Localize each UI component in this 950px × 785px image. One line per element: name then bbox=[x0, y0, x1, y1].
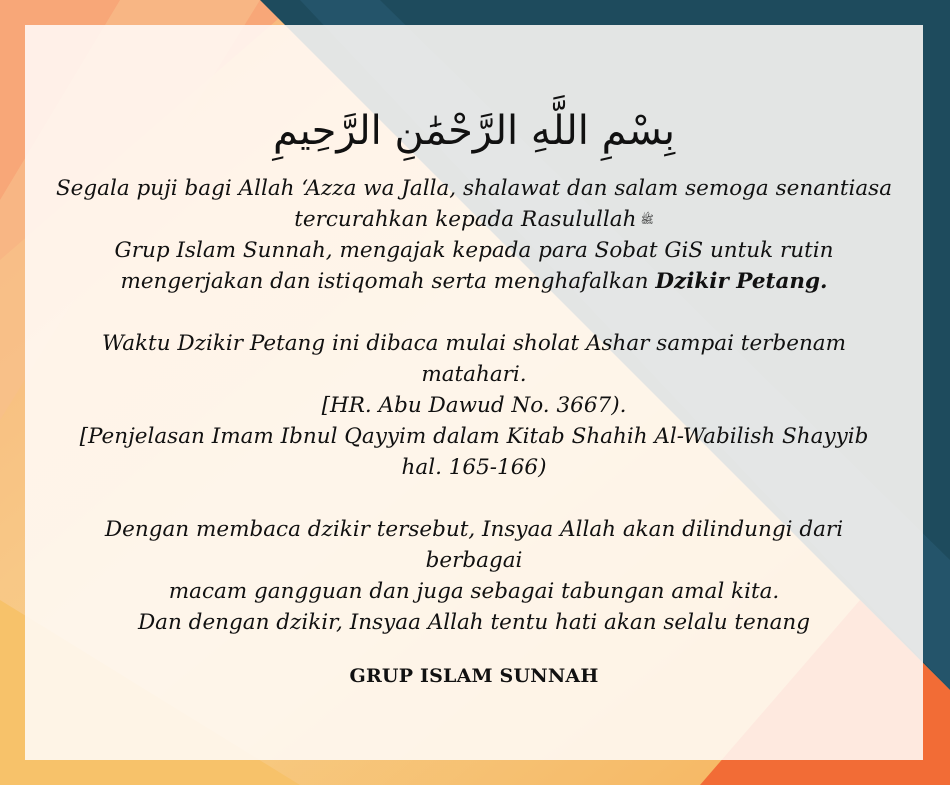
paragraph-intro bbox=[54, 173, 894, 297]
organization-name: GRUP ISLAM SUNNAH bbox=[349, 665, 599, 687]
intro-line-2-text: tercurahkan kepada Rasulullah bbox=[294, 207, 637, 232]
dzikir-petang-emphasis: Dzikir Petang. bbox=[655, 269, 828, 294]
content-body bbox=[25, 103, 923, 690]
paragraph-time bbox=[54, 328, 894, 483]
hadith-reference: [HR. Abu Dawud No. 3667). bbox=[321, 393, 627, 418]
intro-line-1: Segala puji bagi Allah ‘Azza wa Jalla, shalawat dan salam semoga senantiasa bbox=[55, 176, 893, 201]
time-line-1: Waktu Dzikir Petang ini dibaca mulai sholat Ashar sampai terbenam bbox=[101, 331, 846, 356]
basmalah: بِسْمِ اللَّهِ الرَّحْمَٰنِ الرَّحِيمِ bbox=[272, 108, 676, 154]
book-reference-line-2: hal. 165-166) bbox=[401, 455, 547, 480]
intro-line-3: Grup Islam Sunnah, mengajak kepada para Sobat GiS untuk rutin bbox=[114, 238, 834, 263]
time-line-2: matahari. bbox=[421, 362, 527, 387]
benefit-line-2: macam gangguan dan juga sebagai tabungan amal kita. bbox=[168, 579, 780, 604]
paragraph-benefit bbox=[54, 514, 894, 638]
salawat-symbol: ﷺ bbox=[640, 213, 654, 226]
content-card bbox=[25, 25, 923, 760]
intro-line-4 bbox=[54, 266, 894, 297]
benefit-line-1: Dengan membaca dzikir tersebut, Insyaa Allah akan dilindungi dari berbagai bbox=[104, 517, 844, 573]
intro-line-4-text: mengerjakan dan istiqomah serta menghafalkan bbox=[120, 269, 649, 294]
book-reference-line-1: [Penjelasan Imam Ibnul Qayyim dalam Kitab Shahih Al-Wabilish Shayyib bbox=[79, 424, 869, 449]
intro-line-2 bbox=[54, 204, 894, 235]
benefit-line-3: Dan dengan dzikir, Insyaa Allah tentu hati akan selalu tenang bbox=[137, 610, 811, 635]
